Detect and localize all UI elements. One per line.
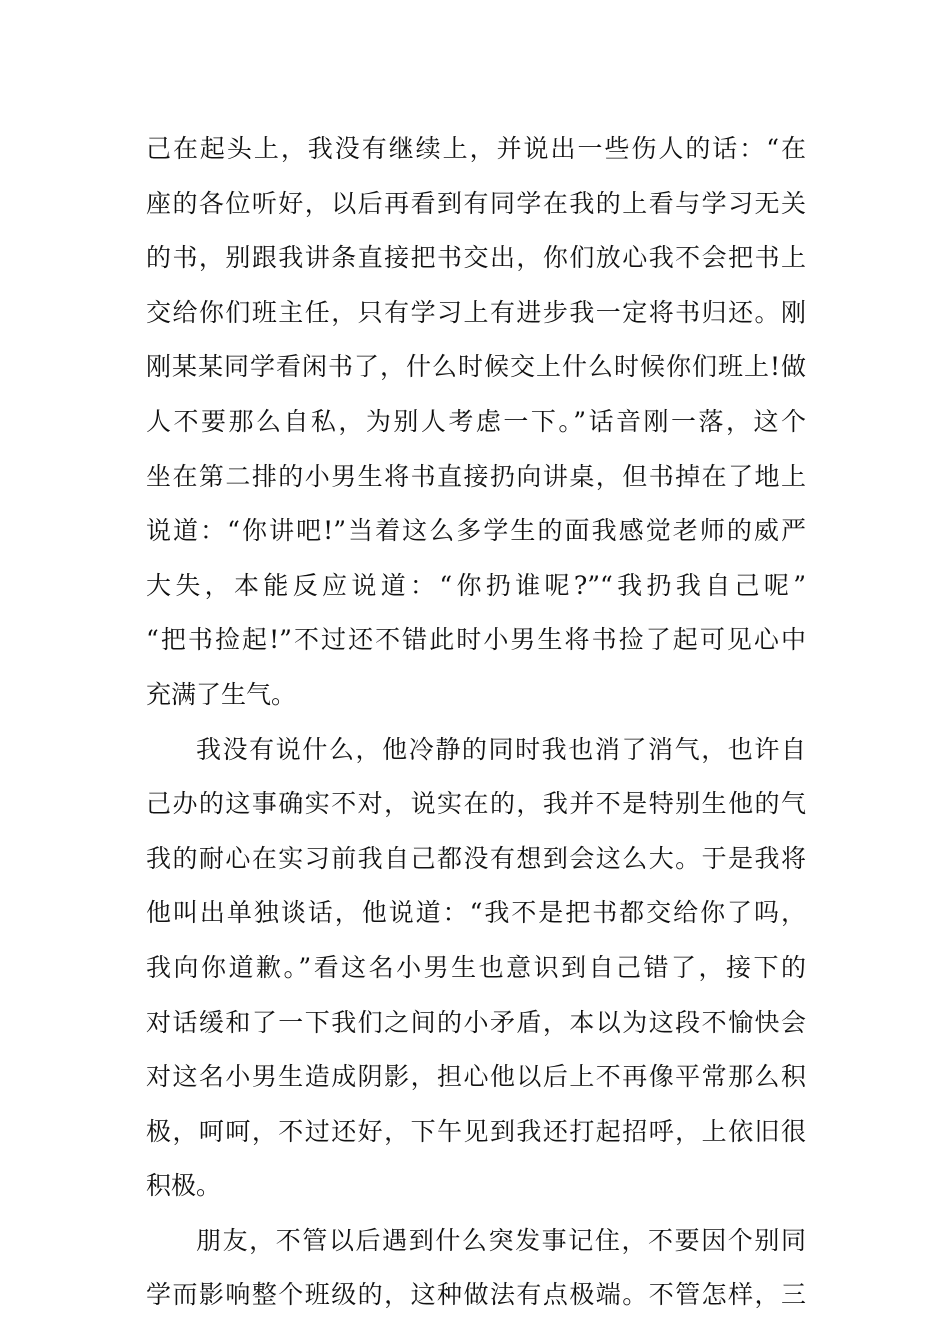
paragraph-2 (146, 723, 806, 1214)
paragraph-1 (146, 122, 806, 723)
text-line: 积极。 (146, 1171, 222, 1201)
text-line: 坐在第二排的小男生将书直接扔向讲桌，但书掉在了地上 (146, 461, 806, 491)
text-line: 对话缓和了一下我们之间的小矛盾，本以为这段不愉快会 (146, 1007, 806, 1037)
text-line: 人不要那么自私，为别人考虑一下。”话音刚一落，这个 (146, 406, 806, 436)
body-text (146, 122, 806, 1323)
text-line: 座的各位听好，以后再看到有同学在我的上看与学习无关 (146, 188, 806, 218)
text-line: 我没有说什么，他冷静的同时我也消了消气，也许自 (196, 734, 806, 764)
text-line: 他叫出单独谈话，他说道：“我不是把书都交给你了吗， (146, 898, 806, 928)
text-line: 的书，别跟我讲条直接把书交出，你们放心我不会把书上 (146, 243, 806, 273)
text-line: 极，呵呵，不过还好，下午见到我还打起招呼，上依旧很 (146, 1116, 806, 1146)
text-line: 己在起头上，我没有继续上，并说出一些伤人的话：“在 (146, 134, 806, 163)
text-line: 对这名小男生造成阴影，担心他以后上不再像平常那么积 (146, 1062, 806, 1092)
text-line: 大失，本能反应说道：“你扔谁呢?”“我扔我自己呢” (146, 570, 806, 600)
text-line: 刚某某同学看闲书了，什么时候交上什么时候你们班上!做 (146, 352, 806, 382)
text-line: 我向你道歉。”看这名小男生也意识到自己错了，接下的 (146, 952, 806, 982)
text-line: 朋友，不管以后遇到什么突发事记住，不要因个别同 (196, 1225, 806, 1255)
text-line: 我的耐心在实习前我自己都没有想到会这么大。于是我将 (146, 843, 806, 873)
text-line: “把书捡起!”不过还不错此时小男生将书捡了起可见心中 (146, 625, 806, 655)
paragraph-3 (146, 1214, 806, 1323)
text-line: 学而影响整个班级的，这种做法有点极端。不管怎样，三 (146, 1280, 806, 1310)
text-line: 充满了生气。 (146, 679, 297, 709)
text-line: 说道：“你讲吧!”当着这么多学生的面我感觉老师的威严 (146, 516, 806, 546)
text-line: 交给你们班主任，只有学习上有进步我一定将书归还。刚 (146, 297, 806, 327)
text-line: 己办的这事确实不对，说实在的，我并不是特别生他的气 (146, 789, 806, 819)
